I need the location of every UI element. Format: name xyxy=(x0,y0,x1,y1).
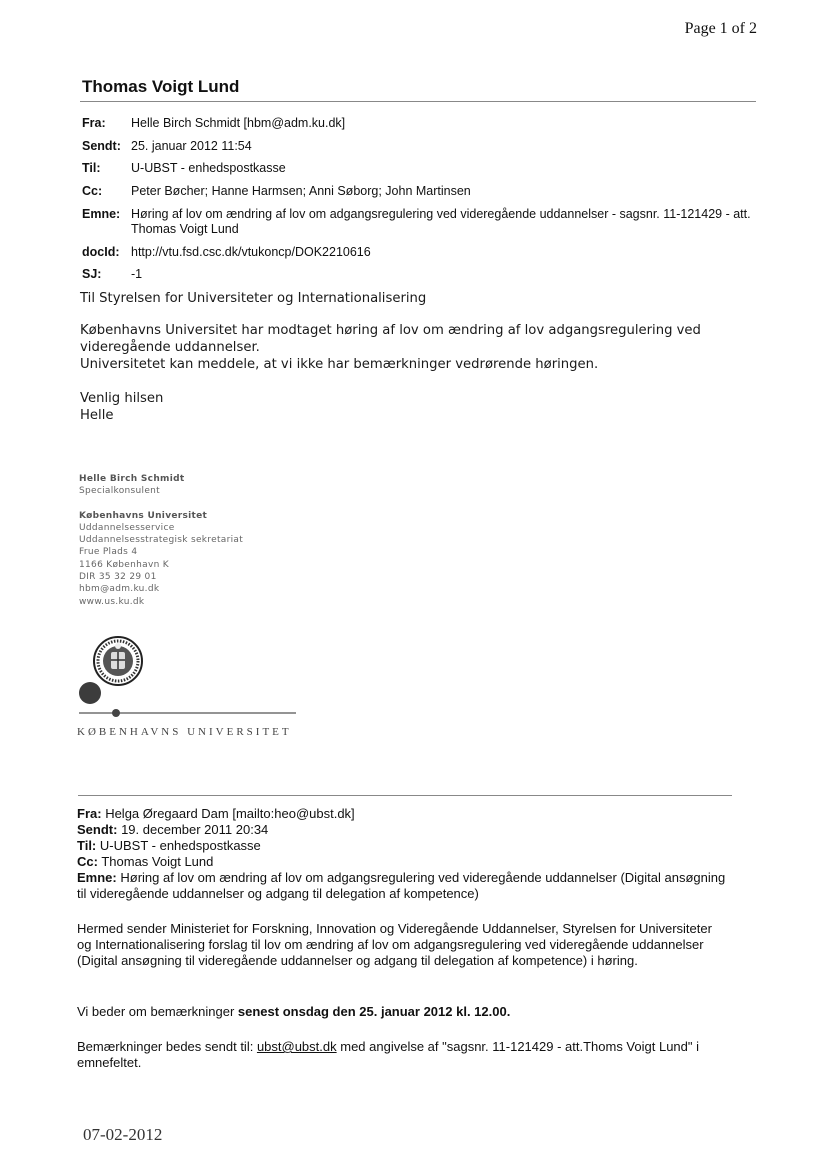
signature-line: Uddannelsesservice xyxy=(79,522,175,533)
deadline-text: senest onsdag den 25. januar 2012 kl. 12.00. xyxy=(237,1004,511,1019)
fwd-header-sent: Sendt: 19. december 2011 20:34 xyxy=(77,822,269,837)
signature-line: Uddannelsesstrategisk sekretariat xyxy=(79,535,244,546)
email-link[interactable]: ubst@ubst.dk xyxy=(256,1039,337,1054)
seal-crown xyxy=(115,643,121,649)
university-wordmark: KØBENHAVNS UNIVERSITET xyxy=(77,726,292,738)
closing: Venlig hilsen xyxy=(80,391,164,406)
forward-headers xyxy=(77,806,727,902)
header-to: Til: U-UBST - enhedspostkasse xyxy=(82,161,286,175)
signature-email: hbm@adm.ku.dk xyxy=(79,584,160,595)
signature-line: DIR 35 32 29 01 xyxy=(79,572,157,583)
fwd-header-cc: Cc: Thomas Voigt Lund xyxy=(77,854,214,869)
fwd-header-from: Fra: Helga Øregaard Dam [mailto:heo@ubst.dk] xyxy=(77,806,355,821)
greeting: Til Styrelsen for Universiteter og Internationalisering xyxy=(80,291,427,306)
header-subject: Emne: Høring af lov om ændring af lov om adgangsregulering ved videregående uddannelser - sagsnr. 11-121429 - att. Thomas Voigt Lund xyxy=(82,207,751,236)
signature-org: Københavns Universitet xyxy=(79,510,208,521)
header-docid: docId: http://vtu.fsd.csc.dk/vtukoncp/DOK2210616 xyxy=(82,245,371,259)
footer-date: 07-02-2012 xyxy=(83,1125,163,1144)
signature-block xyxy=(79,473,243,608)
fwd-paragraph-1: Hermed sender Ministeriet for Forskning, Innovation og Videregående Uddannelser, Styrelsen for Universiteter og Internationalisering forslag til lov om ændring af lov om adgangsregulering ved videregående uddannelser (Digital ansøgning til videregående uddannelser og adgang til delegation af kompetence) i høring. xyxy=(77,921,712,968)
signature-website: www.us.ku.dk xyxy=(79,596,145,607)
header-from: Fra: Helle Birch Schmidt [hbm@adm.ku.dk] xyxy=(82,116,346,130)
signature-line: 1166 København K xyxy=(79,559,169,570)
signature-name: Helle Birch Schmidt xyxy=(79,474,185,484)
body-paragraph-2: Universitetet kan meddele, at vi ikke har bemærkninger vedrørende høringen. xyxy=(80,357,599,372)
page-number: Page 1 of 2 xyxy=(684,20,757,37)
header-divider xyxy=(80,101,756,102)
seal-dot xyxy=(79,682,101,704)
fwd-header-subject: Emne: Høring af lov om ændring af lov om adgangsregulering ved videregående uddannelser (Digital ansøgning til videregående uddannelser og adgang til delegation af kompetence) xyxy=(77,870,726,901)
fwd-paragraph-3: Bemærkninger bedes sendt til: ubst@ubst.dk med angivelse af "sagsnr. 11-121429 - att.Thoms Voigt Lund" i emnefeltet. xyxy=(77,1039,699,1070)
fwd-paragraph-2: Vi beder om bemærkninger senest onsdag den 25. januar 2012 kl. 12.00. xyxy=(77,1004,511,1019)
university-seal-logo xyxy=(74,634,304,724)
mailbox-owner-name: Thomas Voigt Lund xyxy=(82,77,240,96)
header-sj: SJ: -1 xyxy=(82,267,143,281)
header-cc: Cc: Peter Bøcher; Hanne Harmsen; Anni Søborg; John Martinsen xyxy=(82,184,471,198)
signature-title: Specialkonsulent xyxy=(79,486,160,497)
logo-line-dot xyxy=(112,709,120,717)
header-sent: Sendt: 25. januar 2012 11:54 xyxy=(82,139,252,153)
fwd-header-to: Til: U-UBST - enhedspostkasse xyxy=(77,838,261,853)
forward-divider xyxy=(78,795,732,796)
signature-line: Frue Plads 4 xyxy=(79,547,138,558)
body-paragraph-1: Københavns Universitet har modtaget høring af lov om ændring af lov adgangsregulering ved videregående uddannelser. xyxy=(80,323,701,355)
closing-name: Helle xyxy=(80,408,114,423)
